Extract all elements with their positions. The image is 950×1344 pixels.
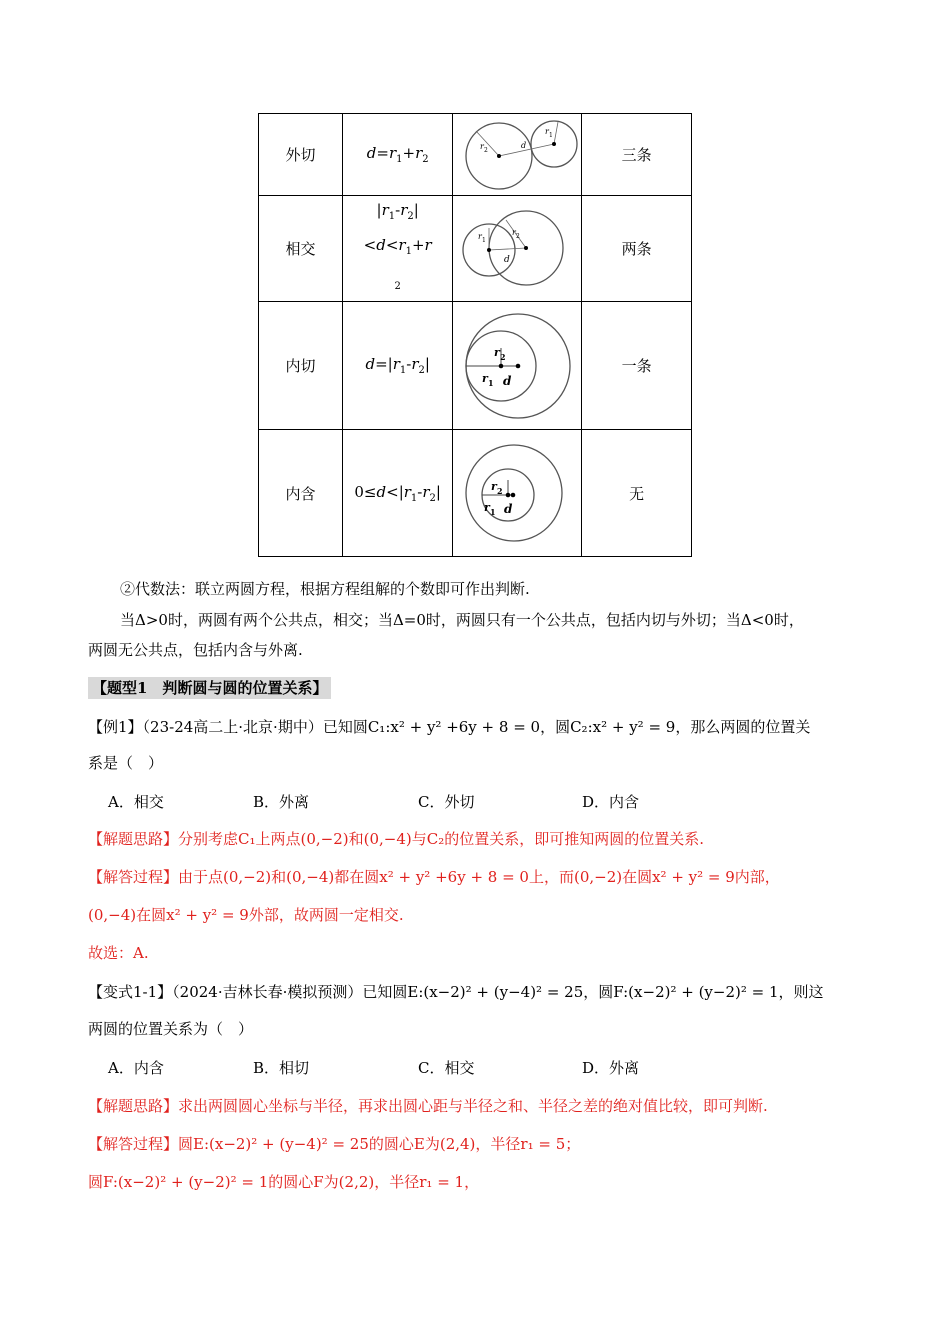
svg-text:r: r: [491, 480, 498, 493]
tangent-count-cell: 无: [582, 430, 692, 557]
svg-text:1: 1: [549, 131, 554, 139]
internal-tangent-figure: [454, 310, 580, 422]
example1-option-b: B．外离: [253, 793, 310, 811]
svg-text:2: 2: [484, 146, 489, 154]
variant1-process-2: 圆F:(x−2)² + (y−2)² = 1的圆心F为(2,2)，半径r₁ = 1，: [88, 1173, 480, 1191]
example1-question-cont: 系是（ ）: [88, 754, 164, 772]
svg-text:2: 2: [500, 351, 506, 362]
table-row: [259, 302, 692, 430]
svg-text:d: d: [504, 254, 511, 265]
table-row: [259, 430, 692, 557]
variant1-option-b: B．相切: [253, 1059, 310, 1077]
tangent-count-cell: 两条: [582, 196, 692, 302]
variant1-question-cont: 两圆的位置关系为（ ）: [88, 1020, 254, 1038]
table-row: [259, 196, 692, 302]
relation-cell: 外切: [259, 114, 343, 196]
svg-text:d: d: [503, 373, 512, 388]
svg-text:r: r: [478, 231, 483, 241]
fig-label-r1: r: [545, 126, 550, 136]
relation-cell: 相交: [259, 196, 343, 302]
circle-relation-table: [258, 113, 692, 557]
example1-option-c: C．外切: [418, 793, 475, 811]
intersect-figure: [454, 206, 580, 292]
figure-cell: [453, 196, 582, 302]
variant1-option-c: C．相交: [418, 1059, 475, 1077]
svg-text:2: 2: [497, 486, 503, 496]
svg-text:r: r: [494, 345, 501, 359]
variant1-question: 【变式1-1】（2024·吉林长春·模拟预测）已知圆E:(x−2)² + (y−4)² = 25，圆F:(x−2)² + (y−2)² = 1，则这: [88, 983, 824, 1001]
example1-option-a: A．相交: [108, 793, 164, 811]
svg-text:2: 2: [516, 232, 521, 240]
table-row: [259, 114, 692, 196]
example1-option-d: D．内含: [582, 793, 640, 811]
tangent-count-cell: 一条: [582, 302, 692, 430]
tangent-count-cell: 三条: [582, 114, 692, 196]
svg-text:1: 1: [488, 377, 494, 388]
svg-text:r: r: [484, 501, 491, 514]
figure-cell: [453, 302, 582, 430]
svg-text:1: 1: [482, 236, 487, 244]
svg-text:1: 1: [490, 507, 496, 517]
condition-cell: $d=|r_1-r_2|$: [343, 302, 453, 430]
svg-text:d: d: [504, 502, 513, 516]
svg-text:r: r: [512, 227, 517, 237]
figure-cell: [453, 114, 582, 196]
contain-figure: [454, 438, 580, 548]
condition-cell: $0\le d<|r_1-r_2|$: [343, 430, 453, 557]
fig-label-r2: r: [480, 141, 485, 151]
svg-text:r: r: [482, 371, 489, 385]
example1-answer: 故选：A.: [88, 944, 149, 962]
example1-question: 【例1】（23-24高二上·北京·期中）已知圆C₁:x² + y² +6y + 8 = 0，圆C₂:x² + y² = 9，那么两圆的位置关: [88, 718, 811, 736]
variant1-idea: 【解题思路】求出两圆圆心坐标与半径，再求出圆心距与半径之和、半径之差的绝对值比较，即可判断.: [88, 1097, 768, 1115]
section-heading: 【题型1 判断圆与圆的位置关系】: [88, 678, 331, 698]
fig-label-d: d: [521, 140, 527, 150]
algebra-method: ②代数法：联立两圆方程，根据方程组解的个数即可作出判断.: [120, 580, 530, 598]
relation-cell: 内切: [259, 302, 343, 430]
delta-line-2: 两圆无公共点，包括内含与外离.: [88, 641, 303, 659]
condition-cell: $d=r_1+r_2$: [343, 114, 453, 196]
condition-cell: $|r_1-r_2|<d<r_1+r$ $_2$: [343, 196, 453, 302]
variant1-option-a: A．内含: [108, 1059, 164, 1077]
variant1-process-1: 【解答过程】圆E:(x−2)² + (y−4)² = 25的圆心E为(2,4)，半径r₁ = 5；: [88, 1135, 581, 1153]
relation-cell: 内含: [259, 430, 343, 557]
figure-cell: [453, 430, 582, 557]
example1-process-2: (0,−4)在圆x² + y² = 9外部，故两圆一定相交.: [88, 906, 404, 924]
delta-line-1: 当Δ>0时，两圆有两个公共点，相交；当Δ=0时，两圆只有一个公共点，包括内切与外切；当Δ<0时，: [120, 611, 804, 629]
example1-idea: 【解题思路】分别考虑C₁上两点(0,−2)和(0,−4)与C₂的位置关系，即可推知两圆的位置关系.: [88, 830, 705, 848]
example1-process-1: 【解答过程】由于点(0,−2)和(0,−4)都在圆x² + y² +6y + 8 = 0上，而(0,−2)在圆x² + y² = 9内部，: [88, 868, 780, 886]
external-tangent-figure: [454, 116, 580, 194]
variant1-option-d: D．外离: [582, 1059, 640, 1077]
